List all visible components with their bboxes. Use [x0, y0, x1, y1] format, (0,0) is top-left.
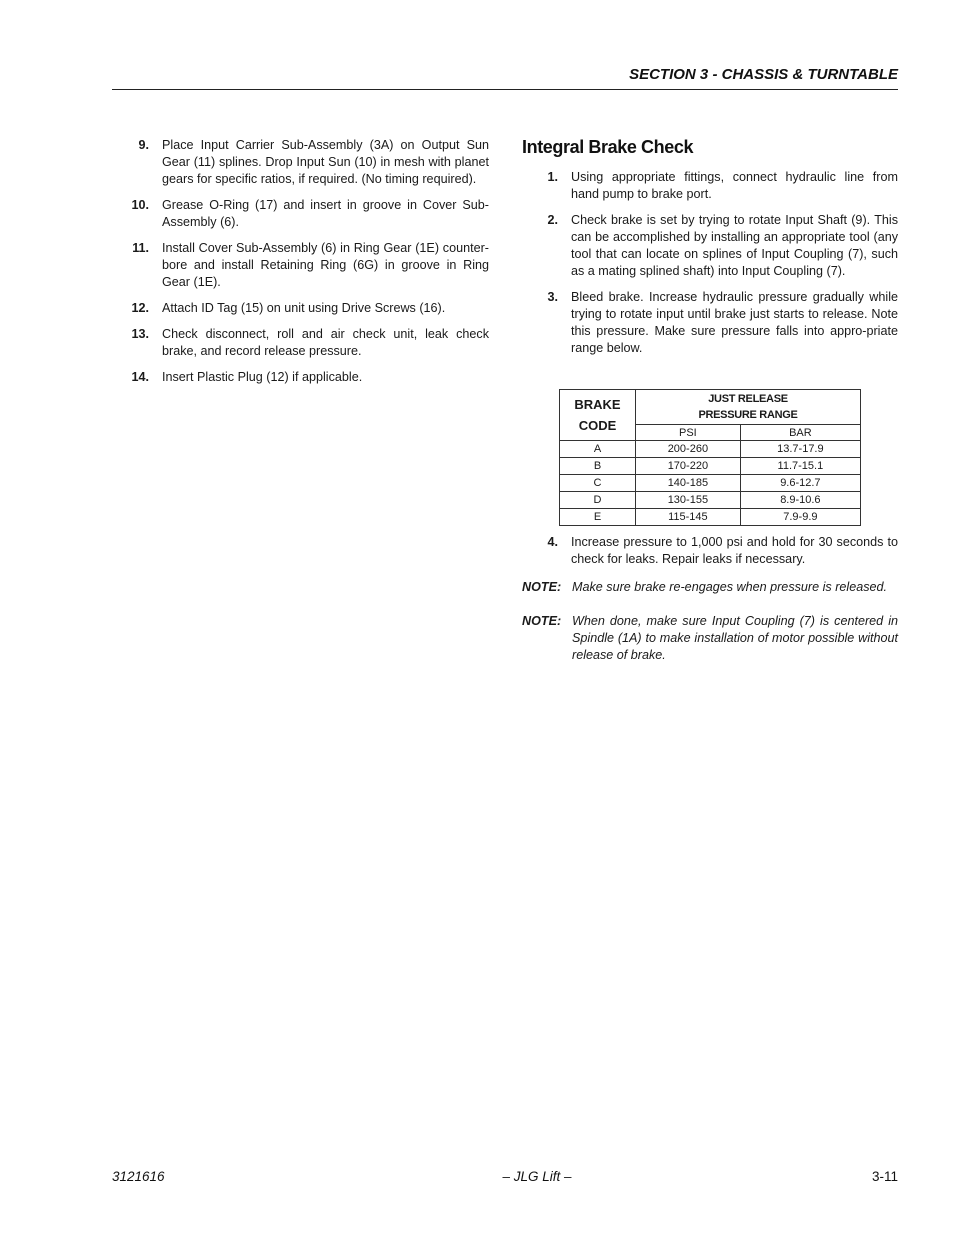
left-column [112, 137, 489, 395]
brake-code-header-line1: BRAKE [574, 397, 621, 412]
brake-code-cell: C [560, 475, 636, 492]
section-title: SECTION 3 - CHASSIS & TURNTABLE [629, 66, 898, 83]
psi-cell: 140-185 [636, 475, 741, 492]
table-row [560, 475, 861, 492]
table-row [560, 441, 861, 458]
note-text: Make sure brake re-engages when pressure is released. [572, 580, 888, 594]
note-label: NOTE: [522, 614, 562, 628]
step-text: Check brake is set by trying to rotate Input Shaft (9). This can be accomplished by installing an appropriate tool (any tool that can locate on splines of Input Coupling (7), such as a mating splined shaft) into Input Coupling (7). [571, 213, 898, 278]
footer-page-number: 3-11 [871, 1169, 898, 1184]
pressure-range-header-line2: PRESSURE RANGE [698, 409, 798, 421]
step-text: Place Input Carrier Sub-Assembly (3A) on Output Sun Gear (11) splines. Drop Input Sun (10) in mesh with planet gears for specific ratios, if required. (No timing required). [162, 138, 489, 186]
step-number: 11. [132, 241, 149, 255]
step-number: 12. [131, 301, 149, 315]
step-number: 1. [547, 170, 558, 184]
step-number: 10. [131, 198, 149, 212]
pressure-range-header [636, 390, 861, 425]
psi-cell: 170-220 [636, 458, 741, 475]
post-table-content [522, 534, 898, 681]
note-label: NOTE: [522, 580, 562, 594]
step-text: Install Cover Sub-Assembly (6) in Ring Gear (1E) counter-bore and install Retaining Ring (6G) in groove in Ring Gear (1E). [162, 241, 489, 289]
brake-code-header-line2: CODE [578, 418, 617, 433]
psi-cell: 115-145 [636, 509, 741, 526]
step-number: 13. [131, 327, 149, 341]
brake-pressure-table [559, 389, 861, 526]
step-text: Insert Plastic Plug (12) if applicable. [162, 370, 363, 384]
pressure-range-header-line1: JUST RELEASE [708, 393, 788, 405]
list-item [522, 212, 898, 280]
step-number: 14. [131, 370, 149, 384]
section-heading: Integral Brake Check [522, 137, 694, 157]
note-text: When done, make sure Input Coupling (7) is centered in Spindle (1A) to make installation of motor possible without release of brake. [572, 614, 898, 662]
bar-cell: 8.9-10.6 [740, 492, 860, 509]
list-item [112, 137, 489, 188]
psi-cell: 130-155 [636, 492, 741, 509]
step-number: 9. [138, 138, 149, 152]
table-row [560, 492, 861, 509]
brake-code-header [560, 390, 636, 441]
step-text: Grease O-Ring (17) and insert in groove in Cover Sub-Assembly (6). [162, 198, 489, 229]
right-column [522, 137, 898, 366]
brake-code-cell: B [560, 458, 636, 475]
psi-header: PSI [636, 425, 741, 441]
footer-doc-number: 3121616 [112, 1169, 165, 1184]
list-item [112, 300, 489, 317]
list-item [112, 197, 489, 231]
step-number: 3. [547, 290, 558, 304]
note [522, 579, 898, 596]
psi-cell: 200-260 [636, 441, 741, 458]
step-number: 4. [547, 535, 558, 549]
step-text: Attach ID Tag (15) on unit using Drive Screws (16). [162, 301, 446, 315]
table-row [560, 458, 861, 475]
bar-cell: 11.7-15.1 [740, 458, 860, 475]
list-item [112, 326, 489, 360]
header-divider [112, 89, 898, 90]
list-item [522, 169, 898, 203]
list-item [522, 534, 898, 568]
step-number: 2. [547, 213, 558, 227]
step-text: Check disconnect, roll and air check unit, leak check brake, and record release pressure. [162, 327, 489, 358]
list-item [112, 369, 489, 386]
note [522, 613, 898, 664]
step-text: Increase pressure to 1,000 psi and hold for 30 seconds to check for leaks. Repair leaks if necessary. [571, 535, 898, 566]
list-item [522, 289, 898, 357]
brake-code-cell: D [560, 492, 636, 509]
footer-center-text: – JLG Lift – [502, 1169, 572, 1184]
bar-cell: 9.6-12.7 [740, 475, 860, 492]
table-row [560, 509, 861, 526]
list-item [112, 240, 489, 291]
bar-cell: 7.9-9.9 [740, 509, 860, 526]
bar-header: BAR [740, 425, 860, 441]
brake-code-cell: A [560, 441, 636, 458]
step-text: Using appropriate fittings, connect hydraulic line from hand pump to brake port. [571, 170, 898, 201]
step-text: Bleed brake. Increase hydraulic pressure gradually while trying to rotate input until brake just starts to release. Note this pressure. Make sure pressure falls into appro-priate range below. [571, 290, 898, 355]
brake-code-cell: E [560, 509, 636, 526]
bar-cell: 13.7-17.9 [740, 441, 860, 458]
